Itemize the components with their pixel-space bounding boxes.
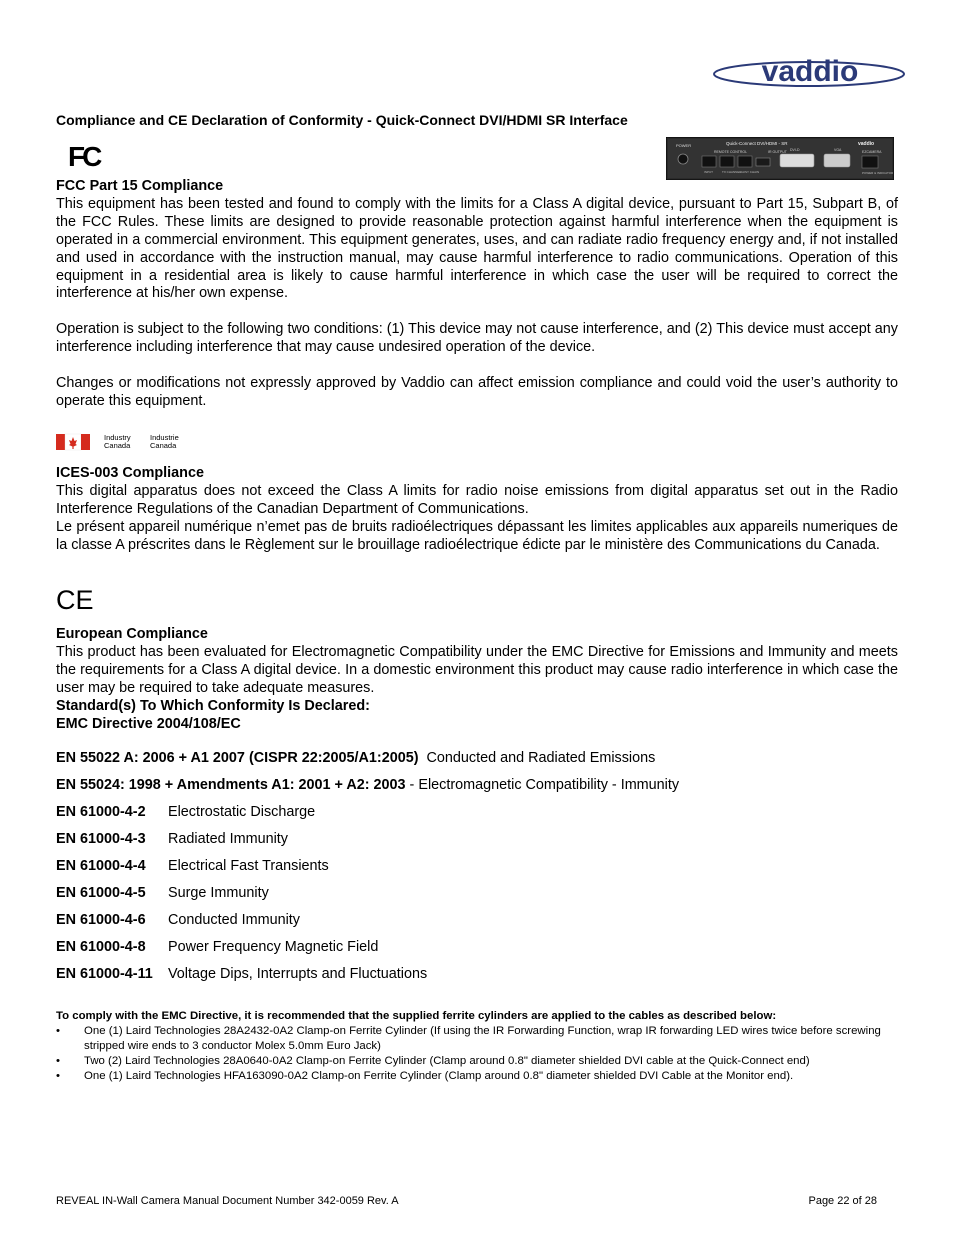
rj45-port-icon — [862, 156, 878, 168]
rj45-port-icon — [702, 156, 716, 167]
standard-desc: Electrical Fast Transients — [168, 858, 329, 874]
ices-section — [56, 465, 898, 555]
standard-row — [56, 912, 300, 928]
fcc-paragraph-1: This equipment has been tested and found to comply with the limits for a Class A digital device, pursuant to Part 15, Subpart B, of the FCC Rules. These limits are designed to provide reasonable protection against harmful interference when the equipment is operated in a commercial environment. This equipment generates, uses, and can radiate radio frequency energy and, if not installed and used in accordance with the instruction manual, may cause harmful interference to radio communications. Operation of this equipment in a residential area is likely to cause harmful interference in which case the user will be required to correct the interference at his/her own expense. — [56, 195, 898, 302]
standard-code: EN 61000-4-6 — [56, 912, 146, 928]
device-label-ir: IR OUTPUT — [768, 150, 787, 154]
industry-canada-logo — [56, 432, 186, 452]
device-label-vga: VGA — [834, 148, 842, 152]
eu-paragraph: This product has been evaluated for Electromagnetic Compatibility under the EMC Directive for Emissions and Immunity and meets the requirements for a Class A digital device. In a domestic environment this product may cause radio interference in which case the user may be required to take adequate measures. — [56, 643, 898, 696]
fcc-section — [56, 178, 898, 411]
standard-row — [56, 750, 655, 766]
standard-code: EN 61000-4-3 — [56, 831, 146, 847]
device-label-tx: TX CHANNEL — [722, 170, 742, 174]
ices-paragraph-en: This digital apparatus does not exceed the Class A limits for radio noise emissions from digital apparatus set out in the Radio Interference Regulations of the Canadian Department of Communications. — [56, 482, 898, 517]
device-label-input: INPUT — [704, 170, 713, 174]
eu-directive: EMC Directive 2004/108/EC — [56, 715, 241, 732]
fcc-title: FCC Part 15 Compliance — [56, 178, 224, 194]
device-label-remote: REMOTE CONTROL — [714, 150, 748, 154]
ices-paragraph-fr: Le présent appareil numérique n’emet pas de bruits radioélectriques dépassant les limites applicables aux appareils numeriques de la classe A préscrites dans le Règlement sur le brouillage radioélectrique édicte par le ministère des Communications du Canada. — [56, 518, 898, 553]
ce-logo — [56, 586, 96, 612]
fcc-logo-text: FC — [68, 141, 100, 170]
ferrite-item-text: One (1) Laird Technologies 28A2432-0A2 Clamp-on Ferrite Cylinder (If using the IR Forwarding Function, wrap IR forwarding LED wires twice before screwing stripped wire ends to 3 conductor Molex 5.0mm Euro Jack) — [84, 1025, 881, 1052]
ferrite-item-text: One (1) Laird Technologies HFA163090-0A2 Clamp-on Ferrite Cylinder (Clamp around 0.8" diameter shielded DVI Cable at the Monitor end). — [84, 1070, 794, 1082]
device-label-dvi: DVI-D — [790, 148, 800, 152]
standard-row — [56, 939, 378, 955]
standard-desc: Voltage Dips, Interrupts and Fluctuations — [168, 966, 428, 982]
standard-code: EN 61000-4-5 — [56, 885, 146, 901]
ferrite-item-text: Two (2) Laird Technologies 28A0640-0A2 Clamp-on Ferrite Cylinder (Clamp around 0.8" diameter shielded DVI cable at the Quick-Connect end) — [84, 1055, 810, 1067]
device-title: Quick-Connect DVI/HDMI - SR — [726, 141, 788, 146]
ices-title: ICES-003 Compliance — [56, 465, 204, 481]
bullet: • — [56, 1055, 60, 1067]
standard-code: EN 61000-4-2 — [56, 804, 146, 820]
fcc-logo — [66, 140, 110, 170]
standard-row — [56, 885, 269, 901]
standard-code: EN 55024: 1998 + Amendments A1: 2001 + A2: 2003 — [56, 777, 406, 793]
list-item — [56, 1069, 898, 1084]
standard-row — [56, 804, 315, 820]
list-item — [56, 1054, 898, 1069]
list-item — [56, 1024, 898, 1054]
canada-fr-line2: Canada — [150, 441, 177, 450]
standard-row — [56, 831, 288, 847]
logo-text: vaddio — [761, 56, 859, 88]
device-label-power-indicator: POWER & INDICATOR — [862, 171, 894, 175]
eu-declared: Standard(s) To Which Conformity Is Declared: — [56, 697, 370, 714]
ferrite-list — [56, 1024, 898, 1084]
standard-desc: Radiated Immunity — [168, 831, 288, 847]
footer-document-number: REVEAL IN-Wall Camera Manual Document Number 342-0059 Rev. A — [56, 1195, 399, 1207]
euro-block-icon — [756, 158, 770, 166]
european-section — [56, 626, 898, 733]
vga-port-icon — [824, 154, 850, 167]
canada-fr-line1: Industrie — [150, 433, 179, 442]
quick-connect-device-image — [666, 137, 894, 180]
ferrite-notes — [56, 1010, 898, 1084]
rj45-port-icon — [738, 156, 752, 167]
standard-desc: - Electromagnetic Compatibility - Immunity — [405, 777, 680, 793]
canada-en-line2: Canada — [104, 441, 131, 450]
standard-row — [56, 858, 329, 874]
dvi-port-icon — [780, 154, 814, 167]
canada-en-line1: Industry — [104, 433, 131, 442]
fcc-paragraph-3: Changes or modifications not expressly approved by Vaddio can affect emission compliance and could void the user’s authority to operate this equipment. — [56, 374, 898, 409]
standard-code: EN 61000-4-4 — [56, 858, 146, 874]
standard-code: EN 55022 A: 2006 + A1 2007 (CISPR 22:2005/A1:2005) — [56, 750, 419, 766]
device-brand: vaddio — [858, 141, 875, 147]
device-label-ezcamera: EZCAMERA — [862, 150, 882, 154]
standard-desc: Conducted Immunity — [168, 912, 300, 928]
device-label-daisy: DAISY CHAIN — [740, 170, 760, 174]
device-label-power: POWER — [676, 143, 692, 148]
bullet: • — [56, 1070, 60, 1082]
standard-desc: Electrostatic Discharge — [168, 804, 316, 820]
ce-logo-text: CE — [56, 586, 94, 612]
standard-row — [56, 777, 679, 793]
fcc-paragraph-2: Operation is subject to the following two conditions: (1) This device may not cause interference, and (2) This device must accept any interference including interference that may cause undesired operation of the device. — [56, 321, 898, 356]
standard-row — [56, 966, 427, 982]
bullet: • — [56, 1025, 60, 1037]
eu-title: European Compliance — [56, 626, 208, 642]
standard-code: EN 61000-4-11 — [56, 966, 153, 982]
power-jack-icon — [678, 154, 688, 164]
footer-page-number: Page 22 of 28 — [808, 1195, 877, 1207]
page-heading: Compliance and CE Declaration of Conformity - Quick-Connect DVI/HDMI SR Interface — [56, 112, 628, 128]
standard-desc: Power Frequency Magnetic Field — [168, 939, 379, 955]
standard-desc: Surge Immunity — [168, 885, 269, 901]
rj45-port-icon — [720, 156, 734, 167]
vaddio-logo — [712, 56, 906, 88]
standard-code: EN 61000-4-8 — [56, 939, 146, 955]
ferrite-title: To comply with the EMC Directive, it is recommended that the supplied ferrite cylinders are applied to the cables as described below: — [56, 1010, 777, 1022]
standard-desc: Conducted and Radiated Emissions — [426, 750, 656, 766]
